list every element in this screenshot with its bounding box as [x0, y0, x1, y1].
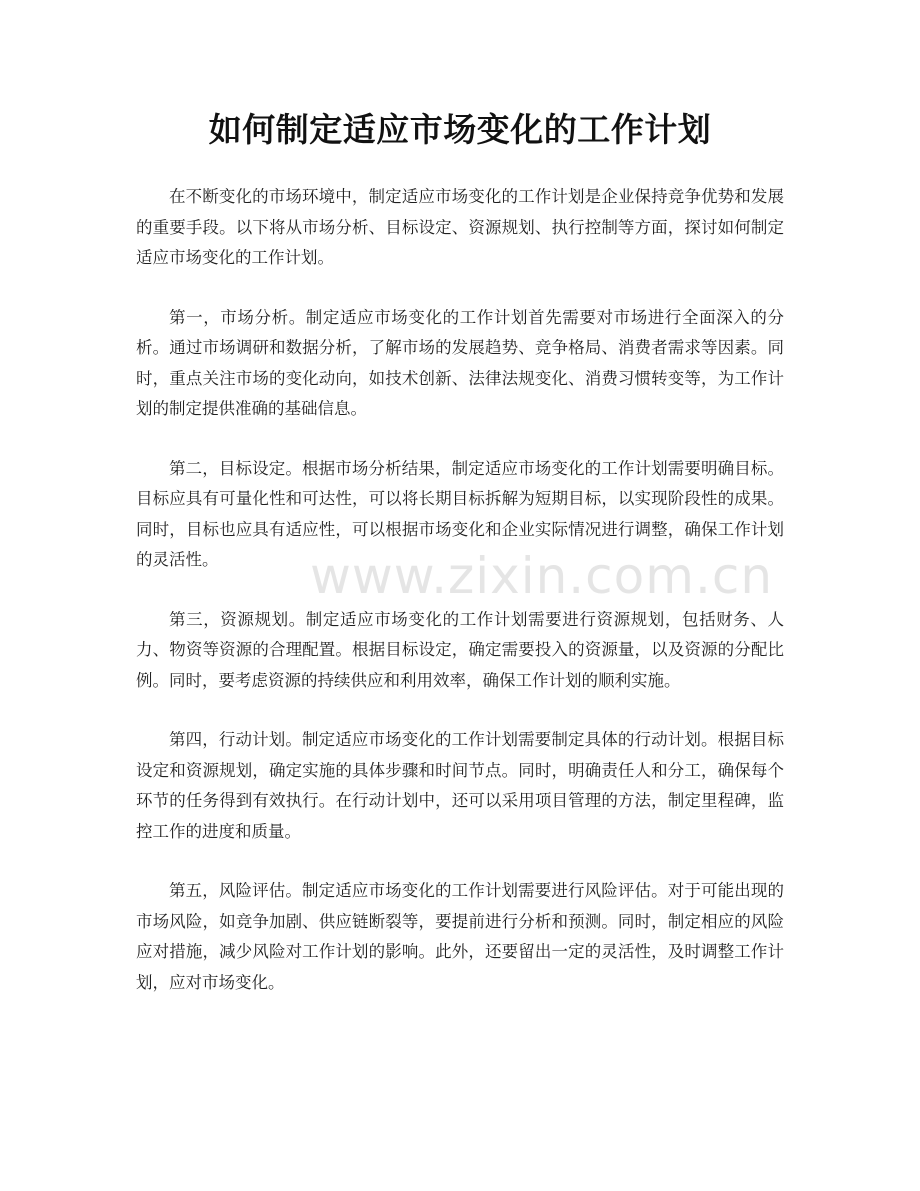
document-body	[136, 182, 784, 1027]
paragraph-goal-setting: 第二，目标设定。根据市场分析结果，制定适应市场变化的工作计划需要明确目标。目标应具有可量化性和可达性，可以将长期目标拆解为短期目标，以实现阶段性的成果。同时，目标也应具有适应性，可以根据市场变化和企业实际情况进行调整，确保工作计划的灵活性。	[136, 458, 784, 569]
paragraph-risk-assessment: 第五，风险评估。制定适应市场变化的工作计划需要进行风险评估。对于可能出现的市场风险，如竞争加剧、供应链断裂等，要提前进行分析和预测。同时，制定相应的风险应对措施，减少风险对工作计划的影响。此外，还要留出一定的灵活性，及时调整工作计划，应对市场变化。	[136, 881, 784, 992]
document-title: 如何制定适应市场变化的工作计划	[208, 110, 712, 149]
paragraph-action-plan: 第四，行动计划。制定适应市场变化的工作计划需要制定具体的行动计划。根据目标设定和资源规划，确定实施的具体步骤和时间节点。同时，明确责任人和分工，确保每个环节的任务得到有效执行。在行动计划中，还可以采用项目管理的方法，制定里程碑，监控工作的进度和质量。	[136, 730, 784, 841]
paragraph-resource-planning: 第三，资源规划。制定适应市场变化的工作计划需要进行资源规划，包括财务、人力、物资等资源的合理配置。根据目标设定，确定需要投入的资源量，以及资源的分配比例。同时，要考虑资源的持续供应和利用效率，确保工作计划的顺利实施。	[136, 609, 784, 690]
paragraph-market-analysis: 第一，市场分析。制定适应市场变化的工作计划首先需要对市场进行全面深入的分析。通过市场调研和数据分析，了解市场的发展趋势、竞争格局、消费者需求等因素。同时，重点关注市场的变化动向，如技术创新、法律法规变化、消费习惯转变等，为工作计划的制定提供准确的基础信息。	[136, 307, 784, 418]
watermark-text: www.zixin.com.cn	[310, 547, 774, 605]
paragraph-intro: 在不断变化的市场环境中，制定适应市场变化的工作计划是企业保持竞争优势和发展的重要手段。以下将从市场分析、目标设定、资源规划、执行控制等方面，探讨如何制定适应市场变化的工作计划。	[136, 187, 784, 267]
